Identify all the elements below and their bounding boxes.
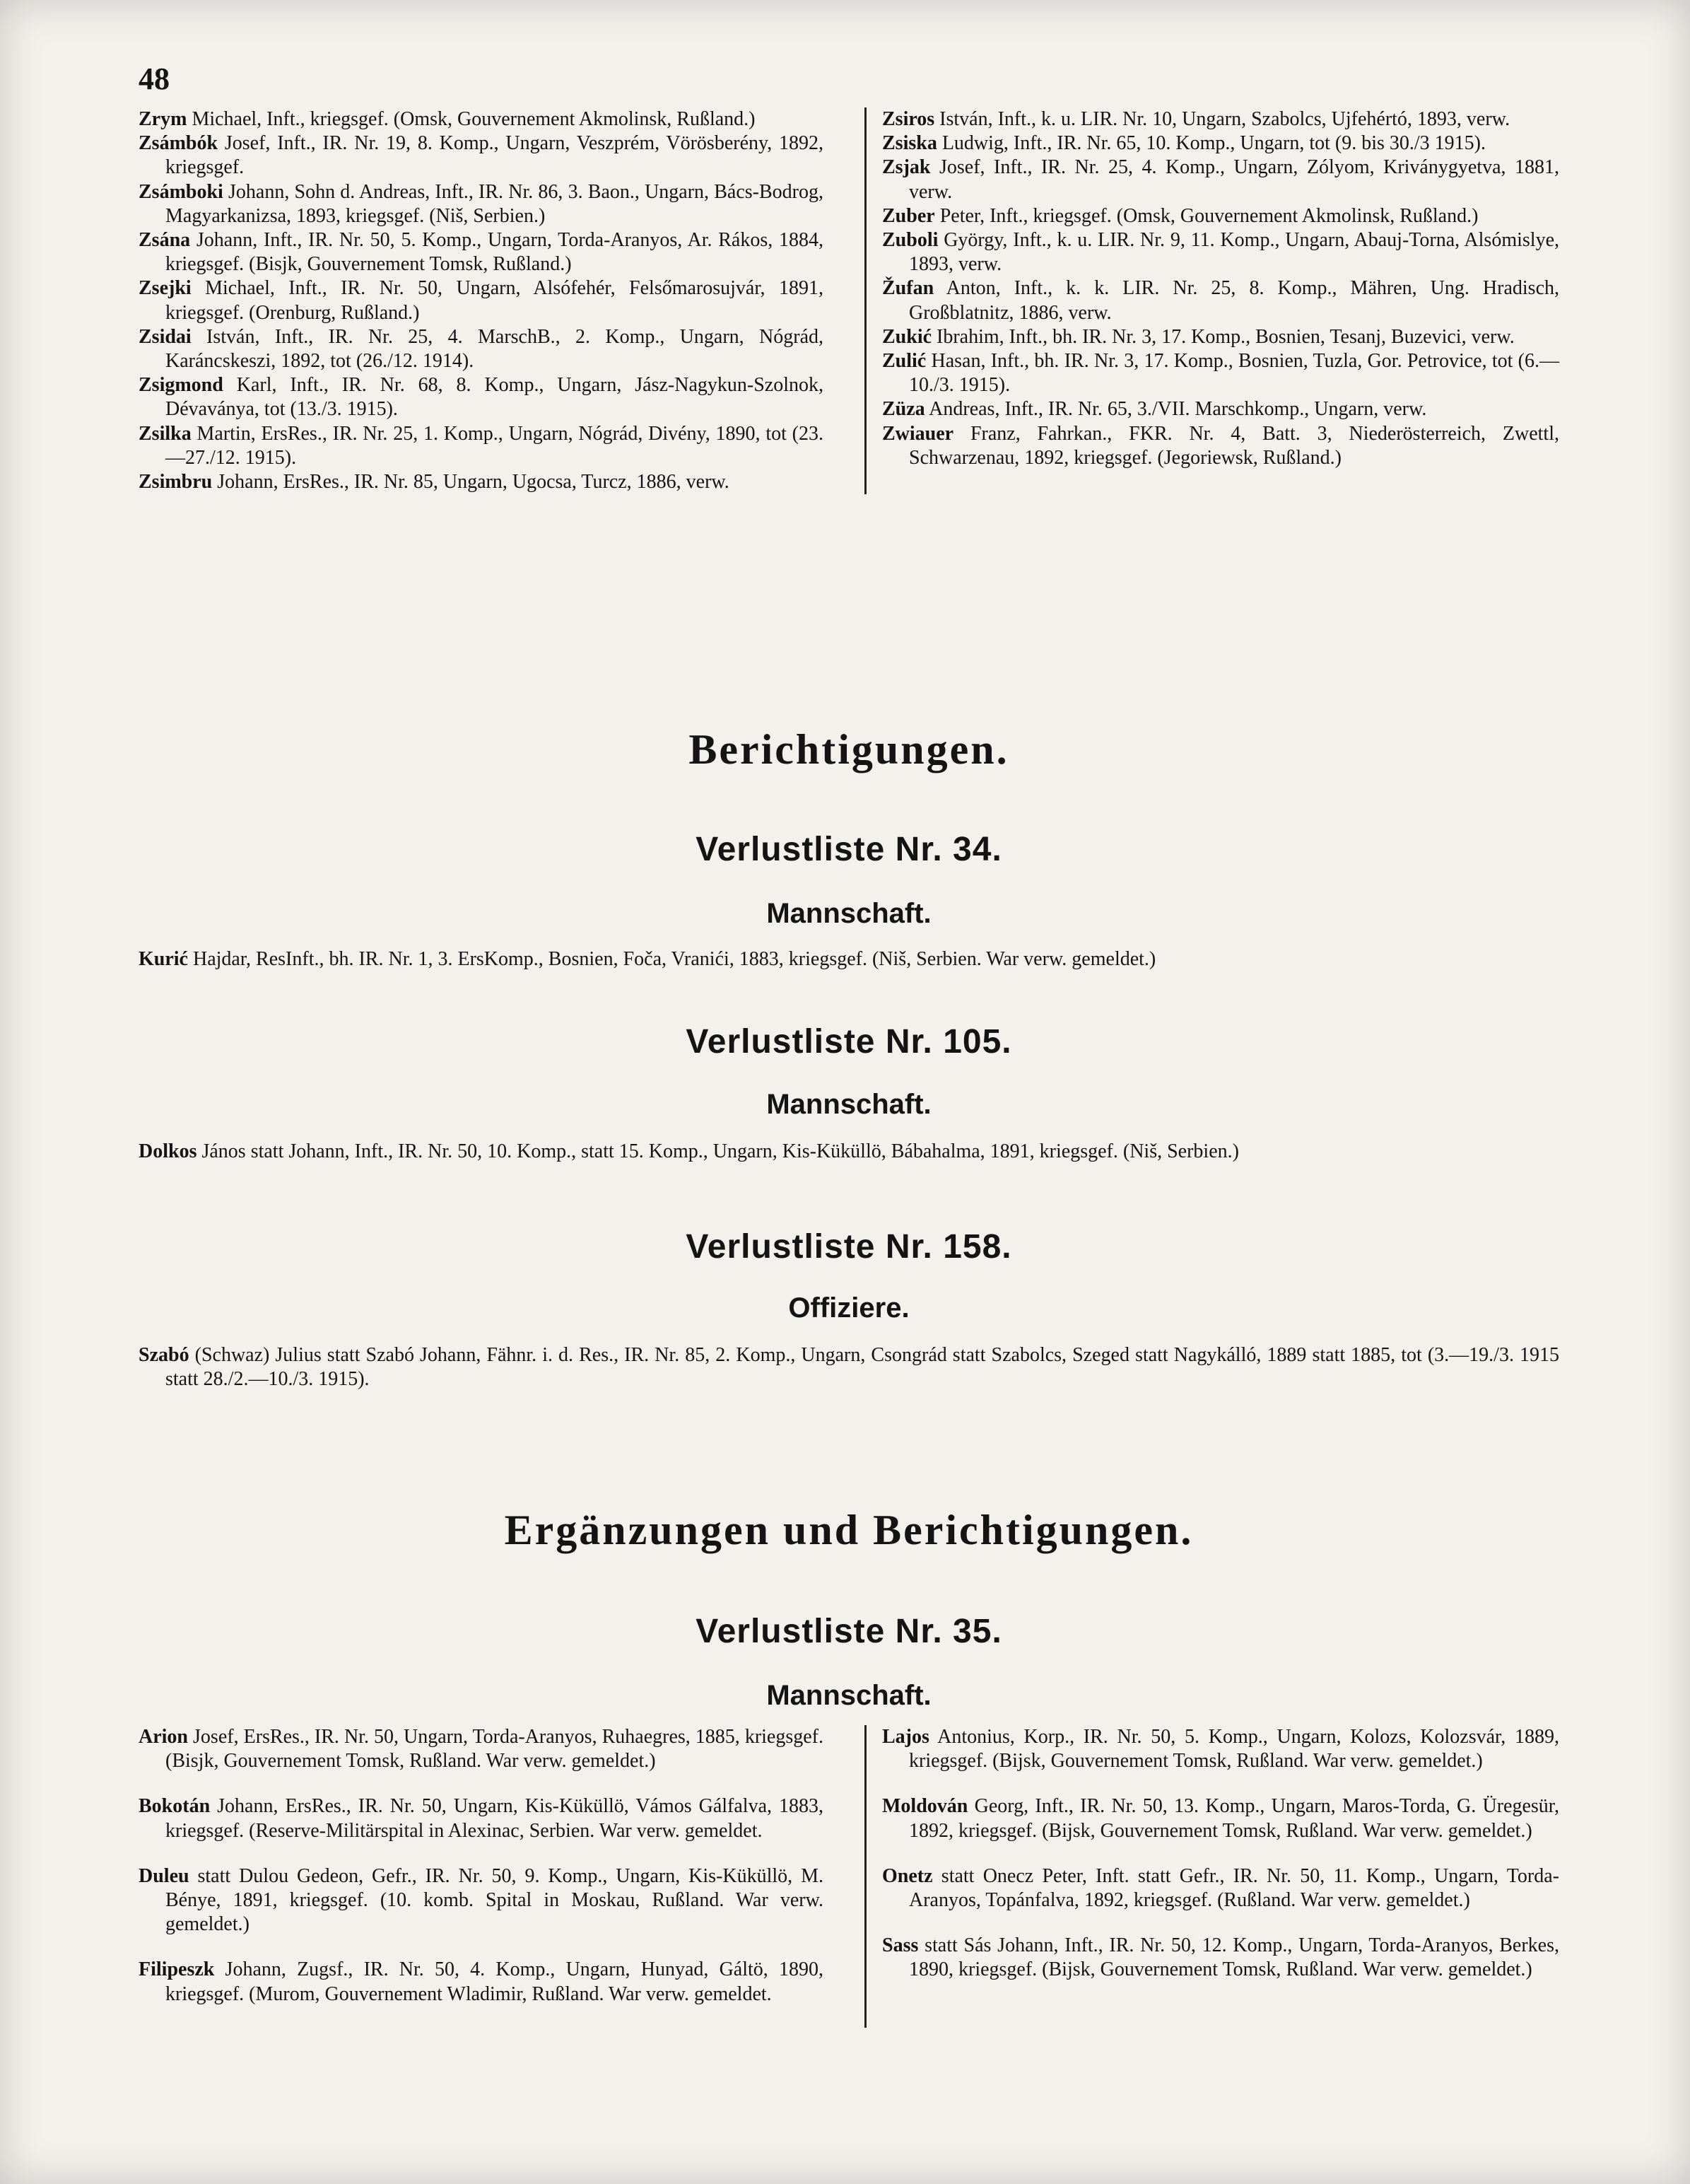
bottom-right-column (864, 1725, 1559, 2028)
list-item (882, 1725, 1559, 1773)
entry-name: Zrym (139, 108, 187, 130)
list-item (139, 470, 823, 494)
list-item (882, 156, 1559, 204)
entry-name: Sass (882, 1934, 919, 1957)
entry-text: Johann, Inft., IR. Nr. 50, 5. Komp., Ungarn, Torda-Aranyos, Ar. Rákos, 1884, kriegsgef. (Bisjk, Gouvernement Tomsk, Rußland.) (165, 229, 823, 276)
list-item (882, 1864, 1559, 1913)
category-heading: Offiziere. (788, 1292, 910, 1324)
category-heading: Mannschaft. (766, 1089, 932, 1120)
category-heading: Mannschaft. (766, 1680, 932, 1711)
entry-name: Zsámboki (139, 180, 223, 203)
entry-text: Anton, Inft., k. k. LIR. Nr. 25, 8. Komp., Mähren, Ung. Hradisch, Großblatnitz, 1886, verw. (909, 277, 1559, 324)
list-item (139, 1958, 823, 2006)
entry-text: Franz, Fahrkan., FKR. Nr. 4, Batt. 3, Niederösterreich, Zwettl, Schwarzenau, 1892, kriegsgef. (Jegoriewsk, Rußland.) (909, 422, 1559, 469)
berichtigungen-title: Berichtigungen. (688, 726, 1009, 773)
entry-text: Ludwig, Inft., IR. Nr. 65, 10. Komp., Ungarn, tot (9. bis 30./3 1915). (937, 132, 1486, 155)
entry-name: Zsimbru (139, 471, 213, 494)
list-item (882, 1794, 1559, 1843)
list-item (139, 228, 823, 276)
correction-entry (139, 1343, 1559, 1391)
category-heading: Mannschaft. (766, 898, 932, 929)
entry-text: Johann, ErsRes., IR. Nr. 85, Ungarn, Ugocsa, Turcz, 1886, verw. (212, 471, 729, 494)
entry-name: Onetz (882, 1864, 933, 1887)
list-item (882, 422, 1559, 470)
top-right-column (864, 107, 1559, 494)
entry-text: Johann, ErsRes., IR. Nr. 50, Ungarn, Kis-Küküllö, Vámos Gálfalva, 1883, kriegsgef. (Reserve-Militärspital in Alexinac, Serbien. War verw. gemeldet. (165, 1795, 823, 1842)
entry-name: Zsjak (882, 156, 931, 179)
entry-text: Johann, Sohn d. Andreas, Inft., IR. Nr. 86, 3. Baon., Ungarn, Bács-Bodrog, Magyarkanizsa, 1893, kriegsgef. (Niš, Serbien.) (165, 180, 823, 227)
verlustliste-heading: Verlustliste Nr. 34. (696, 831, 1002, 868)
verlustliste-heading: Verlustliste Nr. 158. (686, 1228, 1012, 1266)
entry-text: György, Inft., k. u. LIR. Nr. 9, 11. Komp., Ungarn, Abauj-Torna, Alsómislye, 1893, verw. (909, 229, 1559, 276)
list-item (139, 1864, 823, 1937)
ergaenzungen-title: Ergänzungen und Berichtigungen. (504, 1507, 1194, 1553)
bottom-columns (139, 1725, 1559, 2028)
top-columns (139, 107, 1559, 494)
list-item (882, 349, 1559, 397)
entry-text: statt Sás Johann, Inft., IR. Nr. 50, 12. Komp., Ungarn, Torda-Aranyos, Berkes, 1890, kriegsgef. (Bijsk, Gouvernement Tomsk, Rußland. War verw. gemeldet.) (909, 1934, 1559, 1981)
list-item (139, 107, 823, 132)
entry-text: (Schwaz) Julius statt Szabó Johann, Fähnr. i. d. Res., IR. Nr. 85, 2. Komp., Ungarn, Csongrád statt Szabolcs, Szeged statt Nagykálló, 1889 statt 1885, tot (3.—19./3. 1915 statt 28./2.—10./3. 1915). (165, 1344, 1559, 1391)
entry-name: Moldován (882, 1795, 968, 1818)
entry-name: Zukić (882, 325, 932, 348)
entry-text: János statt Johann, Inft., IR. Nr. 50, 10. Komp., statt 15. Komp., Ungarn, Kis-Küküllö, Bábahalma, 1891, kriegsgef. (Niš, Serbien.) (196, 1140, 1239, 1162)
entry-name: Filipeszk (139, 1958, 215, 1981)
entry-text: statt Onecz Peter, Inft. statt Gefr., IR. Nr. 50, 11. Komp., Ungarn, Torda-Aranyos, Topánfalva, 1892, kriegsgef. (Rußland. War verw. gemeldet.) (909, 1864, 1559, 1912)
entry-text: Karl, Inft., IR. Nr. 68, 8. Komp., Ungarn, Jász-Nagykun-Szolnok, Dévaványa, tot (13./3. 1915). (165, 374, 823, 421)
entry-name: Zulić (882, 350, 927, 373)
list-item (882, 1934, 1559, 1982)
entry-text: Martin, ErsRes., IR. Nr. 25, 1. Komp., Ungarn, Nógrád, Divény, 1890, tot (23.—27./12. 1915). (165, 422, 823, 469)
list-item (882, 397, 1559, 421)
correction-entry (139, 947, 1559, 971)
entry-name: Zuboli (882, 229, 939, 252)
entry-text: Ibrahim, Inft., bh. IR. Nr. 3, 17. Komp., Bosnien, Tesanj, Buzevici, verw. (932, 325, 1515, 348)
entry-name: Duleu (139, 1864, 189, 1887)
entry-text: Peter, Inft., kriegsgef. (Omsk, Gouvernement Akmolinsk, Rußland.) (934, 204, 1479, 227)
entry-name: Arion (139, 1726, 188, 1748)
verlustliste-heading: Verlustliste Nr. 35. (696, 1613, 1002, 1650)
top-left-column (139, 107, 833, 494)
list-item (882, 132, 1559, 156)
entry-name: Kurić (139, 948, 188, 970)
list-item (139, 132, 823, 180)
bottom-left-column (139, 1725, 833, 2028)
entry-name: Szabó (139, 1344, 189, 1366)
entry-name: Zsiska (882, 132, 937, 155)
entry-name: Bokotán (139, 1795, 211, 1818)
entry-name: Züza (882, 398, 925, 421)
entry-text: Georg, Inft., IR. Nr. 50, 13. Komp., Ungarn, Maros-Torda, G. Üregesür, 1892, kriegsgef. (Bijsk, Gouvernement Tomsk, Rußland. War verw. gemeldet.) (909, 1795, 1559, 1842)
entry-text: István, Inft., k. u. LIR. Nr. 10, Ungarn, Szabolcs, Ujfehértó, 1893, verw. (934, 108, 1510, 130)
entry-name: Lajos (882, 1726, 929, 1748)
entry-name: Zsámbók (139, 132, 218, 155)
entry-text: Josef, Inft., IR. Nr. 19, 8. Komp., Ungarn, Veszprém, Vörösberény, 1892, kriegsgef. (165, 132, 823, 179)
entry-text: Josef, ErsRes., IR. Nr. 50, Ungarn, Torda-Aranyos, Ruhaegres, 1885, kriegsgef. (Bisjk, Gouvernement Tomsk, Rußland. War verw. gemeldet.) (165, 1726, 823, 1773)
entry-text: Josef, Inft., IR. Nr. 25, 4. Komp., Ungarn, Zólyom, Kriványgyetva, 1881, verw. (909, 156, 1559, 203)
list-item (139, 422, 823, 470)
entry-name: Zsidai (139, 325, 192, 348)
list-item (882, 276, 1559, 325)
entry-name: Žufan (882, 277, 934, 300)
entry-text: Michael, Inft., kriegsgef. (Omsk, Gouvernement Akmolinsk, Rußland.) (187, 108, 756, 130)
entry-name: Zwiauer (882, 422, 954, 445)
list-item (139, 373, 823, 421)
page-number: 48 (139, 62, 170, 96)
correction-entry (139, 1140, 1559, 1164)
entry-name: Zsejki (139, 277, 192, 300)
entry-text: Michael, Inft., IR. Nr. 50, Ungarn, Alsófehér, Felsőmarosujvár, 1891, kriegsgef. (Orenburg, Rußland.) (165, 277, 823, 324)
entry-name: Zsána (139, 229, 191, 252)
entry-name: Zsiros (882, 108, 935, 130)
entry-name: Zuber (882, 204, 935, 227)
list-item (882, 204, 1559, 228)
list-item (139, 325, 823, 373)
entry-text: Antonius, Korp., IR. Nr. 50, 5. Komp., Ungarn, Kolozs, Kolozsvár, 1889, kriegsgef. (Bijsk, Gouvernement Tomsk, Rußland. War verw. gemeldet.) (909, 1726, 1559, 1773)
list-item (139, 180, 823, 228)
list-item (139, 1794, 823, 1843)
entry-text: Johann, Zugsf., IR. Nr. 50, 4. Komp., Ungarn, Hunyad, Gáltö, 1890, kriegsgef. (Murom, Gouvernement Wladimir, Rußland. War verw. gemeldet. (165, 1958, 823, 2005)
entry-text: statt Dulou Gedeon, Gefr., IR. Nr. 50, 9. Komp., Ungarn, Kis-Küküllö, M. Bénye, 1891, kriegsgef. (10. komb. Spital in Moskau, Rußland. War verw. gemeldet.) (165, 1864, 823, 1936)
entry-text: Hajdar, ResInft., bh. IR. Nr. 1, 3. ErsKomp., Bosnien, Foča, Vranići, 1883, kriegsgef. (Niš, Serbien. War verw. gemeldet.) (188, 948, 1156, 970)
entry-name: Dolkos (139, 1140, 197, 1162)
list-item (139, 1725, 823, 1773)
entry-name: Zsigmond (139, 374, 223, 397)
list-item (882, 325, 1559, 349)
entry-name: Zsilka (139, 422, 192, 445)
list-item (882, 228, 1559, 276)
list-item (139, 276, 823, 325)
list-item (882, 107, 1559, 132)
entry-text: Hasan, Inft., bh. IR. Nr. 3, 17. Komp., Bosnien, Tuzla, Gor. Petrovice, tot (6.—10./3. 1915). (909, 350, 1559, 397)
entry-text: Andreas, Inft., IR. Nr. 65, 3./VII. Marschkomp., Ungarn, verw. (925, 398, 1427, 421)
entry-text: István, Inft., IR. Nr. 25, 4. MarschB., 2. Komp., Ungarn, Nógrád, Karáncskeszi, 1892, tot (26./12. 1914). (165, 325, 823, 373)
verlustliste-heading: Verlustliste Nr. 105. (686, 1023, 1012, 1061)
